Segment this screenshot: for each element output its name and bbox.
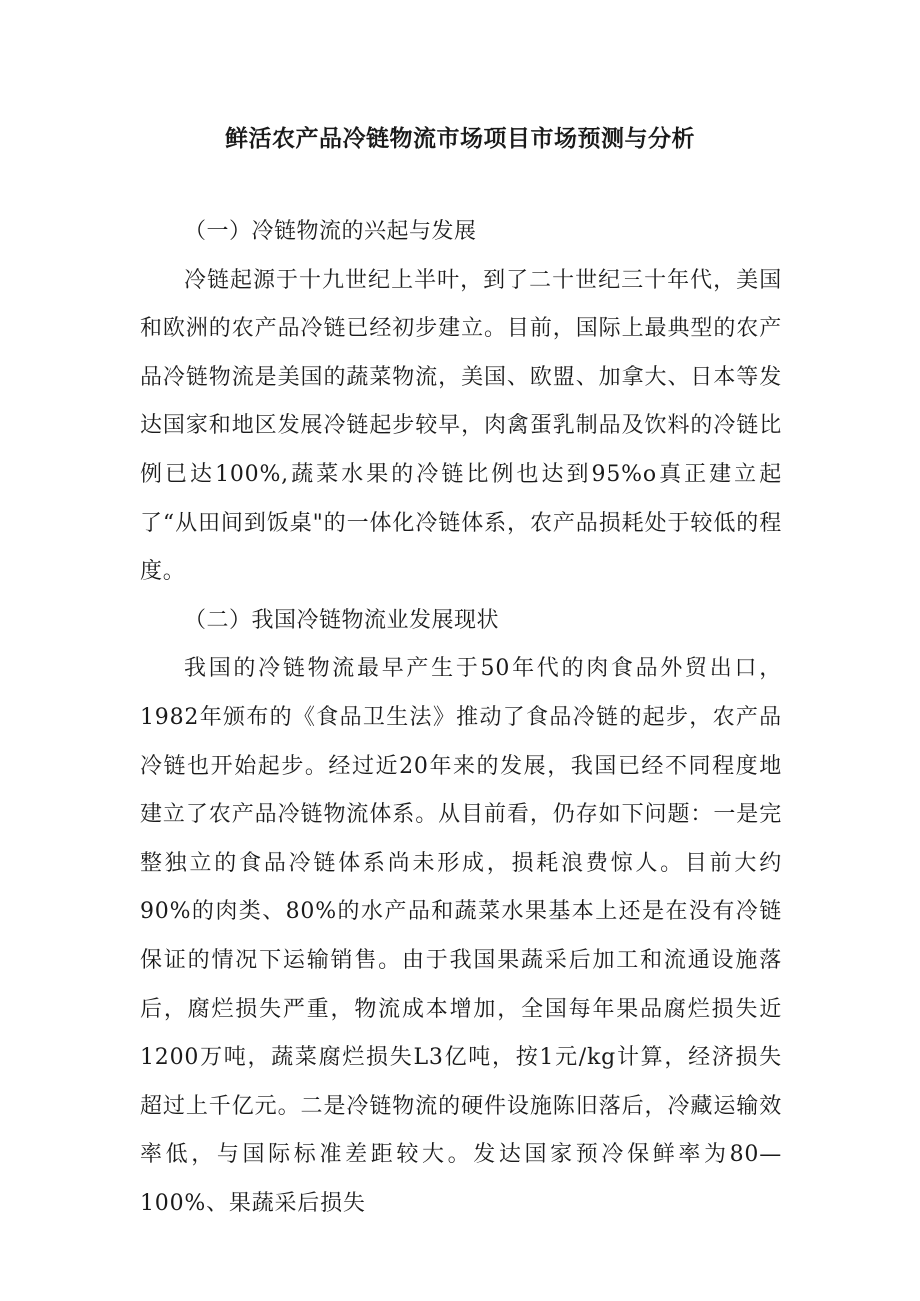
section-heading-2: （二）我国冷链物流业发展现状 bbox=[184, 607, 500, 633]
section-paragraph-1: 冷链起源于十九世纪上半叶，到了二十世纪三十年代，美国和欧洲的农产品冷链已经初步建立。目前，国际上最典型的农产品冷链物流是美国的蔬菜物流，美国、欧盟、加拿大、日本等发达国家和地区发展冷链起步较早，肉禽蛋乳制品及饮料的冷链比例已达100%,蔬菜水果的冷链比例也达到95%o真正建立起了“从田间到饭桌"的一体化冷链体系，农产品损耗处于较低的程度。 bbox=[140, 267, 782, 585]
document-body bbox=[140, 208, 782, 1228]
document-title: 鲜活农产品冷链物流市场项目市场预测与分析 bbox=[225, 126, 695, 152]
section-paragraph-2: 我国的冷链物流最早产生于50年代的肉食品外贸出口，1982年颁布的《食品卫生法》推动了食品冷链的起步，农产品冷链也开始起步。经过近20年来的发展，我国已经不同程度地建立了农产品冷链物流体系。从目前看，仍存如下问题：一是完整独立的食品冷链体系尚未形成，损耗浪费惊人。目前大约90%的肉类、80%的水产品和蔬菜水果基本上还是在没有冷链保证的情况下运输销售。由于我国果蔬采后加工和流通设施落后，腐烂损失严重，物流成本增加，全国每年果品腐烂损失近1200万吨，蔬菜腐烂损失L3亿吨，按1元/kg计算，经济损失超过上千亿元。二是冷链物流的硬件设施陈旧落后，冷藏运输效率低，与国际标准差距较大。发达国家预冷保鲜率为80—100%、果蔬采后损失 bbox=[140, 656, 782, 1216]
section-heading-1: （一）冷链物流的兴起与发展 bbox=[184, 219, 477, 244]
